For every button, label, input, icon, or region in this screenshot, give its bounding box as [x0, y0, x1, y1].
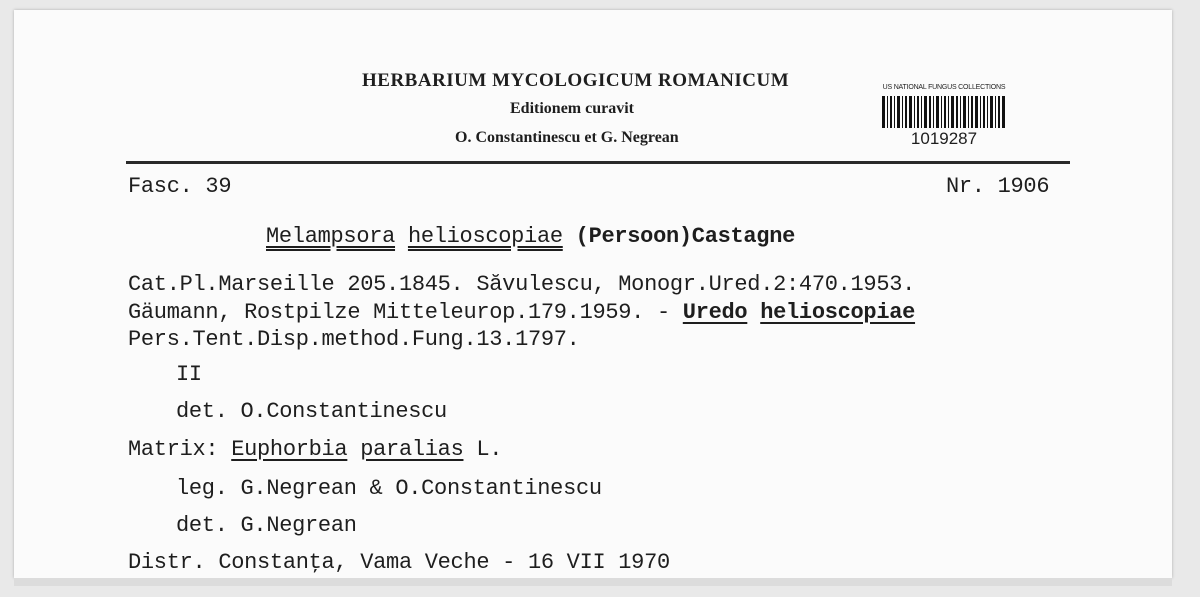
determiner-1: det. O.Constantinescu: [176, 399, 447, 424]
herbarium-subtitle: Editionem curavit: [510, 100, 634, 117]
reference-line-3: Pers.Tent.Disp.method.Fung.13.1797.: [128, 327, 580, 352]
locality-date: Distr. Constanţa, Vama Veche - 16 VII 1970: [128, 550, 670, 575]
matrix-label: Matrix:: [128, 437, 232, 462]
host-epithet: paralias: [360, 437, 464, 462]
synonym-epithet: helioscopiae: [760, 300, 916, 325]
herbarium-editors: O. Constantinescu et G. Negrean: [455, 129, 679, 146]
herbarium-title: HERBARIUM MYCOLOGICUM ROMANICUM: [362, 70, 790, 91]
fascicle-number: Fasc. 39: [128, 174, 232, 199]
reference-line-2: [128, 300, 915, 325]
reference-line-2-text: Gäumann, Rostpilze Mitteleurop.179.1959. -: [128, 300, 683, 325]
header-divider: [126, 161, 1070, 164]
matrix-line: [128, 437, 502, 462]
host-author: L.: [463, 437, 503, 462]
specimen-number: Nr. 1906: [946, 174, 1050, 199]
collector-line: leg. G.Negrean & O.Constantinescu: [176, 476, 602, 501]
synonym-genus: Uredo: [682, 300, 748, 325]
species-epithet: helioscopiae: [407, 224, 563, 249]
barcode-number: 1019287: [910, 129, 978, 148]
barcode-icon: [882, 96, 1006, 128]
species-name: [266, 224, 795, 249]
spore-stage: II: [176, 362, 202, 387]
reference-line-1: Cat.Pl.Marseille 205.1845. Săvulescu, Monogr.Ured.2:470.1953.: [128, 272, 916, 297]
barcode-caption: US NATIONAL FUNGUS COLLECTIONS: [882, 84, 1006, 91]
barcode-block: [868, 84, 1020, 154]
species-author: (Persoon)Castagne: [575, 224, 796, 249]
host-genus: Euphorbia: [231, 437, 348, 462]
determiner-2: det. G.Negrean: [176, 513, 357, 538]
species-genus: Melampsora: [266, 224, 396, 249]
